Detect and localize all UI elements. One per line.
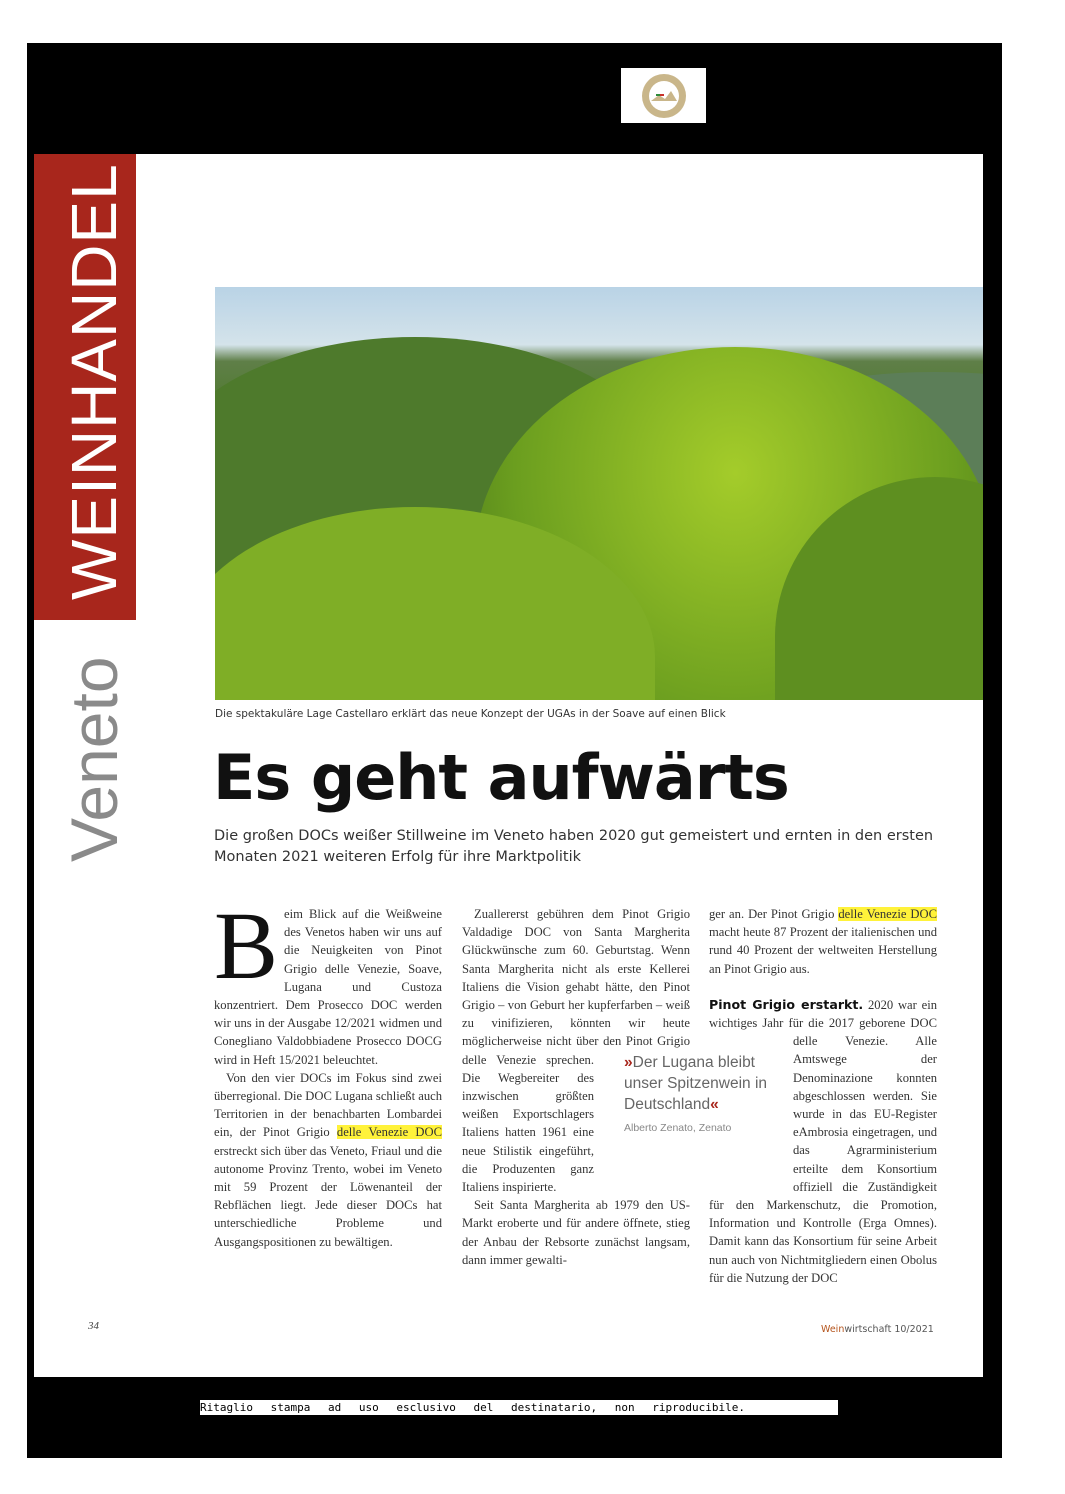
article-title: Es geht aufwärts	[213, 741, 789, 814]
paragraph: eim Blick auf die Weißweine des Venetos haben wir uns auf die Neuigkeiten von Pinot Grigio delle Venezie, Soave, Lugana und Custoza konzentriert. Dem Prosecco DOC werden wir uns in der Ausgabe 12/2021 widmen und Conegliano Valdobbiadene Prosecco DOCG wird in Heft 15/2021 beleuchtet.	[214, 907, 442, 1067]
pull-quote	[624, 1052, 788, 1136]
subheading: Pinot Grigio erstarkt.	[709, 996, 864, 1012]
page-number: 34	[88, 1320, 99, 1332]
paragraph: Seit Santa Margherita ab 1979 den US-Markt eroberte und für andere öffnete, stieg der Anbau der Rebsorte zunächst langsam, dann immer gewalti-	[462, 1198, 690, 1267]
issue-number: 10/2021	[894, 1324, 934, 1335]
paragraph: erstreckt sich über das Veneto, Friaul und die autonome Provinz Trento, wobei im Veneto mit 59 Prozent der Löwenanteil der Rebflächen liegt. Jede dieser DOCs hat unterschiedliche Probleme und Ausgangspositionen zu bewältigen.	[214, 1143, 442, 1249]
article-subtitle: Die großen DOCs weißer Stillweine im Veneto haben 2020 gut gemeistert und ernten in den ersten Monaten 2021 weiteren Erfolg für ihre Marktpolitik	[214, 828, 934, 865]
photo-caption: Die spektakuläre Lage Castellaro erklärt das neue Konzept der UGAs in der Soave auf einen Blick	[215, 708, 726, 720]
section-label: WEINHANDEL	[58, 163, 130, 600]
logo-seal-icon	[639, 71, 689, 121]
paragraph: 2020 war ein wichtiges Jahr für die 2017 geborene DOC delle Venezie. Alle Amtswege der Denominazione konnten abgeschlossen werden. Sie wurde in das EU-Register eAmbrosia eingetragen, und das Agrarministerium erteilte dem Konsortium offiziell die Zuständigkeit für den Markenschutz, die Promotion, Information und Kontrolle (Erga Omnes). Damit kann das Konsortium für seine Arbeit nun auch von Nichtmitgliedern einen Obolus für die Nutzung der DOC	[709, 997, 937, 1285]
quote-close-icon: «	[710, 1096, 719, 1113]
consortium-logo	[621, 68, 706, 123]
paragraph: Zuallererst gebühren dem Pinot Grigio Valdadige DOC von Santa Margherita Glückwünsche zum 60. Geburtstag. Wenn Santa Margherita nicht als erste Kellerei Italiens die Vision gehabt hätte, den Pinot Grigio – von Geburt her kupferfarben – weiß zu vinifizieren, könnten wir heute möglicherweise nicht über den Pinot Grigio delle Venezie sprechen. Die Wegbereiter des inzwischen größten weißen Exportschlagers Italiens hatten 1961 eine neue Stilistik eingeführt, die Produzenten ganz Italiens inspirierte.	[462, 907, 690, 1195]
drop-cap: B	[214, 892, 279, 999]
magazine-footer	[821, 1324, 934, 1335]
paragraph: ger an. Der Pinot Grigio	[709, 907, 839, 921]
vineyard-photo	[215, 287, 983, 700]
quote-attribution: Alberto Zenato, Zenato	[624, 1122, 732, 1134]
highlighted-text: delle Venezie DOC	[336, 1125, 442, 1140]
brand-rest: wirtschaft	[844, 1324, 892, 1335]
quote-open-icon: »	[624, 1054, 633, 1071]
paragraph: macht heute 87 Prozent der italienischen und rund 40 Prozent der weltweiten Herstellung an Pinot Grigio aus.	[709, 925, 937, 976]
paragraph: Von den vier DOCs im Fokus sind zwei überregional. Die DOC Lugana schließt auch Territorien in der benachbarten Lombardei ein, der Pinot Grigio	[214, 1070, 443, 1140]
brand-highlight: Wein	[821, 1324, 845, 1335]
copyright-notice: Ritaglio stampa ad uso esclusivo del destinatario, non riproducibile.	[200, 1400, 838, 1415]
quote-text: Der Lugana bleibt unser Spitzenwein in Deutschland	[624, 1054, 768, 1113]
highlighted-text: delle Venezie DOC	[838, 907, 937, 921]
region-label: Veneto	[57, 656, 131, 862]
article-column-1	[214, 892, 443, 1251]
